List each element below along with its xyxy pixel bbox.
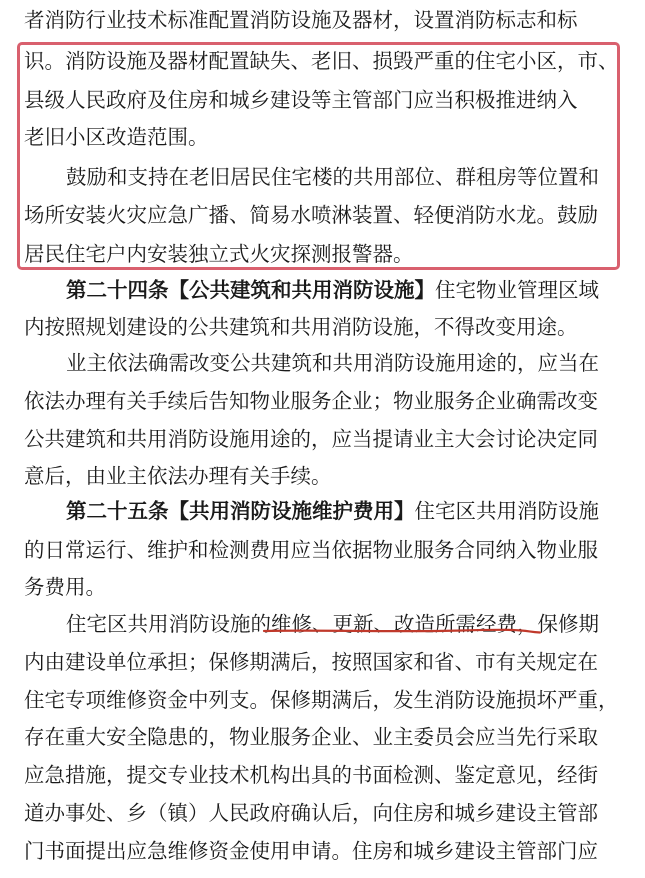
article-heading: 第二十四条【公共建筑和共用消防设施】	[66, 278, 435, 302]
line-text: 存在重大安全隐患的，物业服务企业、业主委员会应当先行采取	[24, 725, 598, 749]
text-line	[0, 568, 645, 606]
text-line	[0, 308, 645, 346]
line-text: 者消防行业技术标准配置消防设施及器材，设置消防标志和标	[24, 8, 578, 32]
text-line	[0, 344, 645, 382]
line-text: 鼓励和支持在老旧居民住宅楼的共用部位、群租房等位置和	[66, 165, 599, 189]
line-text: 县级人民政府及住房和城乡建设等主管部门应当积极推进纳入	[24, 88, 578, 112]
line-text: 道办事处、乡（镇）人民政府确认后，向住房和城乡建设主管部	[24, 801, 598, 825]
line-text: 识。消防设施及器材配置缺失、老旧、损毁严重的住宅小区，市、	[24, 49, 619, 73]
text-line	[0, 1, 645, 39]
text-line	[0, 605, 645, 643]
line-text: 门书面提出应急维修资金使用申请。住房和城乡建设主管部门应	[24, 839, 598, 863]
line-text: 场所安装火灾应急广播、简易水喷淋装置、轻便消防水龙。鼓励	[24, 203, 598, 227]
line-text: 内由建设单位承担；保修期满后，按照国家和省、市有关规定在	[24, 650, 598, 674]
highlight-box	[17, 42, 620, 270]
line-text: 住宅区共用消防设施	[414, 499, 599, 523]
text-line	[0, 271, 645, 309]
text-line	[0, 681, 645, 719]
text-line	[0, 420, 645, 458]
line-text: 住宅物业管理区域	[435, 278, 599, 302]
line-text: 意后，由业主依法办理有关手续。	[24, 464, 332, 488]
text-line	[0, 756, 645, 794]
text-line	[0, 832, 645, 870]
text-line	[0, 794, 645, 832]
line-text: 应急措施，提交专业技术机构出具的书面检测、鉴定意见，经街	[24, 763, 598, 787]
line-text: 老旧小区改造范围。	[24, 125, 209, 149]
line-text: 居民住宅户内安装独立式火灾探测报警器。	[24, 242, 414, 266]
text-line	[0, 718, 645, 756]
text-line	[0, 492, 645, 530]
line-text: 住宅区共用消防设施的维修、更新、改造所需经费，保修期	[66, 612, 599, 636]
handdrawn-underline	[262, 628, 542, 634]
line-text: 务费用。	[24, 575, 106, 599]
line-text: 住宅专项维修资金中列支。保修期满后，发生消防设施损坏严重，	[24, 688, 619, 712]
text-line	[0, 382, 645, 420]
line-text: 依法办理有关手续后告知物业服务企业；物业服务企业确需改变	[24, 389, 598, 413]
line-text: 内按照规划建设的公共建筑和共用消防设施，不得改变用途。	[24, 315, 578, 339]
article-heading: 第二十五条【共用消防设施维护费用】	[66, 499, 415, 523]
text-line	[0, 457, 645, 495]
text-line	[0, 531, 645, 569]
line-text: 的日常运行、维护和检测费用应当依据物业服务合同纳入物业服	[24, 538, 598, 562]
text-line	[0, 643, 645, 681]
line-text: 公共建筑和共用消防设施用途的，应当提请业主大会讨论决定同	[24, 427, 598, 451]
line-text: 业主依法确需改变公共建筑和共用消防设施用途的，应当在	[66, 351, 599, 375]
